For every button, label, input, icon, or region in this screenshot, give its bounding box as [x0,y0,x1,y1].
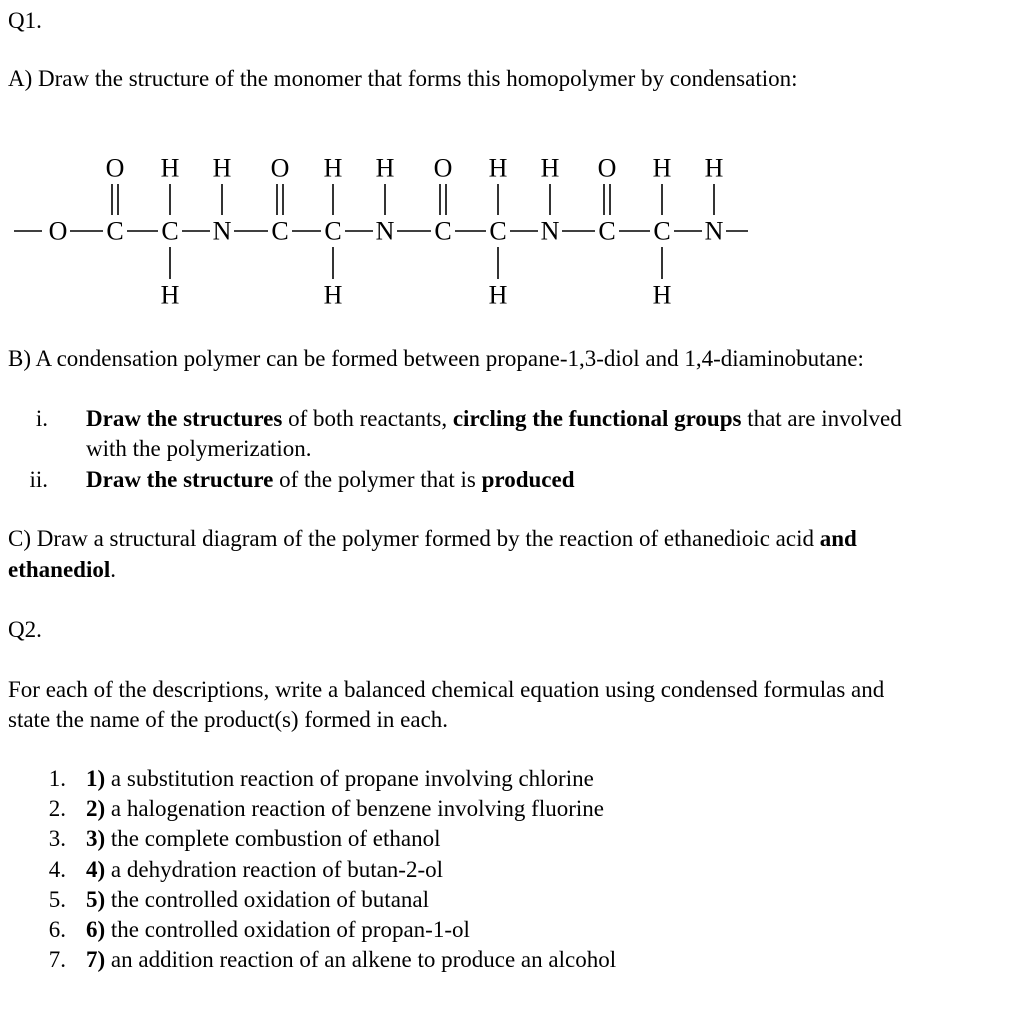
q2-item-text [86,885,429,915]
q2-item-label: 6) [86,917,106,942]
q2-item-text [86,764,594,794]
q2-item-desc: a substitution reaction of propane involving chlorine [110,766,594,791]
q2-item-number: 5. [48,887,66,912]
top-atom-o: O [270,153,290,183]
q2-item-desc: a halogenation reaction of benzene involving fluorine [110,796,604,821]
top-atom-o: O [597,153,617,183]
chain-atom-c: C [271,216,289,246]
part-b-ii-text1: of the polymer that is [273,467,482,492]
q2-item-desc: a dehydration reaction of butan-2-ol [110,857,444,882]
q2-item-desc: an addition reaction of an alkene to produce an alcohol [110,947,617,972]
q2-item-label: 7) [86,947,106,972]
top-atom-h: H [375,153,395,183]
chain-atom-c: C [489,216,507,246]
chain-atom-n: N [212,216,232,246]
q2-item-number: 6. [48,917,66,942]
q2-item-number: 2. [48,796,66,821]
bottom-atom-h: H [160,280,180,310]
q2-item-number: 4. [48,857,66,882]
q1-part-a: A) Draw the structure of the monomer that forms this homopolymer by condensation: [8,66,798,91]
chain-atom-c: C [106,216,124,246]
part-c-text2: . [110,557,116,582]
top-atom-h: H [704,153,724,183]
structure-top-atoms [106,154,724,183]
bottom-atom-h: H [652,280,672,310]
q2-item-desc: the controlled oxidation of butanal [110,887,430,912]
q2-item-label: 2) [86,796,106,821]
part-b-item-i-marker: i. [35,406,48,431]
chain-atom-n: N [540,216,560,246]
chain-atom-c: C [434,216,452,246]
part-c-bold1: and [819,526,857,551]
part-b-item-i [86,404,902,434]
part-c-text1: C) Draw a structural diagram of the polymer formed by the reaction of ethanedioic acid [8,526,820,551]
q2-item-text [86,945,616,975]
top-atom-h: H [212,153,232,183]
part-b-item-ii [86,465,575,495]
bottom-atom-h: H [488,280,508,310]
q2-item-number: 3. [48,826,66,851]
q1-heading: Q1. [8,8,42,33]
q2-item-text [86,855,443,885]
q2-item-text [86,824,441,854]
top-atom-o: O [105,153,125,183]
part-b-i-bold1: Draw the structures [86,406,283,431]
part-c-bold2: ethanediol [8,557,111,582]
q2-item-desc: the complete combustion of ethanol [110,826,441,851]
q1-part-c-line1 [8,524,857,554]
chain-atom-n: N [375,216,395,246]
part-b-ii-bold2: produced [481,467,575,492]
top-atom-h: H [652,153,672,183]
q2-item-text [86,915,470,945]
q2-item-label: 3) [86,826,106,851]
chain-atom-n: N [704,216,724,246]
q2-item-label: 5) [86,887,106,912]
part-b-i-bold2: circling the functional groups [452,406,742,431]
top-atom-h: H [540,153,560,183]
q2-item-number: 1. [48,766,66,791]
chain-atom-o: O [48,216,68,246]
polyamide-structure-diagram [0,120,800,310]
q2-item-number: 7. [48,947,66,972]
chain-atom-c: C [598,216,616,246]
part-b-i-text1: of both reactants, [282,406,453,431]
chain-atom-c: C [161,216,179,246]
top-atom-h: H [488,153,508,183]
q2-intro-line2: state the name of the product(s) formed in each. [8,707,449,732]
top-atom-o: O [433,153,453,183]
q2-item-label: 1) [86,766,106,791]
q2-intro-line1: For each of the descriptions, write a balanced chemical equation using condensed formulas and [8,677,885,702]
q1-part-c-line2 [8,555,116,585]
chain-atom-c: C [653,216,671,246]
q2-item-desc: the controlled oxidation of propan-1-ol [110,917,470,942]
q2-item-text [86,794,604,824]
bottom-atom-h: H [323,280,343,310]
q2-item-label: 4) [86,857,106,882]
top-atom-h: H [160,153,180,183]
part-b-item-i-cont: with the polymerization. [86,436,312,461]
part-b-item-ii-marker: ii. [29,467,48,492]
q2-heading: Q2. [8,617,42,642]
structure-bottom-atoms [161,281,672,310]
chain-atom-c: C [324,216,342,246]
top-atom-h: H [323,153,343,183]
part-b-ii-bold1: Draw the structure [86,467,274,492]
part-b-i-text2: that are involved [741,406,902,431]
q1-part-b: B) A condensation polymer can be formed between propane-1,3-diol and 1,4-diaminobutane: [8,346,864,371]
